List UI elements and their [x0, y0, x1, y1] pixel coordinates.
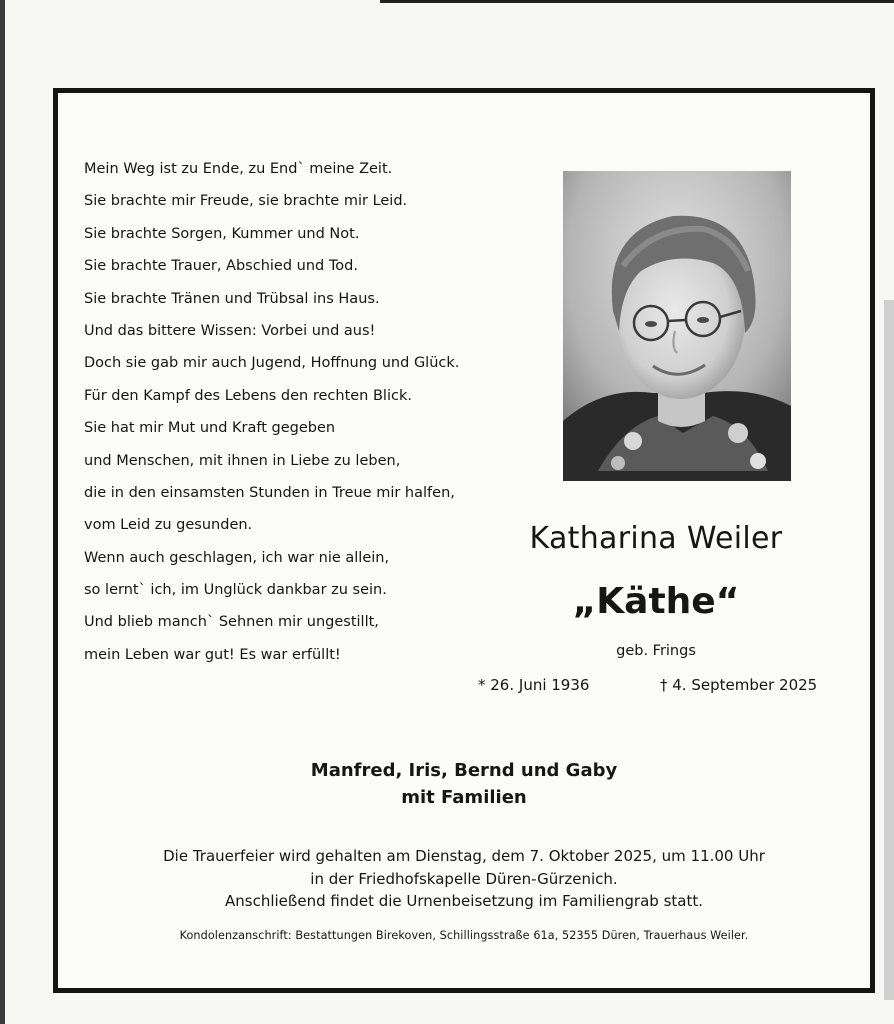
birth-name: geb. Frings: [616, 643, 696, 659]
poem-line: Und das bittere Wissen: Vorbei und aus!: [84, 322, 376, 339]
service-line: Die Trauerfeier wird gehalten am Dienstag, dem 7. Oktober 2025, um 11.00 Uhr: [163, 847, 765, 865]
poem-line: Sie brachte Trauer, Abschied und Tod.: [84, 258, 358, 275]
deceased-name: Katharina Weiler: [529, 521, 783, 556]
poem-line: vom Leid zu gesunden.: [84, 517, 253, 534]
poem-line: Doch sie gab mir auch Jugend, Hoffnung und Glück.: [84, 355, 460, 372]
poem-line: die in den einsamsten Stunden in Treue mir halfen,: [84, 484, 455, 501]
poem-line: Wenn auch geschlagen, ich war nie allein,: [84, 549, 390, 566]
portrait-illustration: [563, 171, 791, 481]
death-date: † 4. September 2025: [660, 676, 818, 694]
family-signature: [58, 757, 870, 811]
top-edge-rule: [380, 0, 894, 3]
poem-line: Sie brachte Sorgen, Kummer und Not.: [84, 225, 360, 242]
birth-date: * 26. Juni 1936: [478, 676, 590, 694]
family-suffix: mit Familien: [401, 787, 527, 808]
poem-line: so lernt` ich, im Unglück dankbar zu sein.: [84, 582, 387, 599]
condolence-address: Kondolenzanschrift: Bestattungen Birekoven, Schillingsstraße 61a, 52355 Düren, Trauerhaus Weiler.: [179, 929, 749, 942]
poem-line: Sie hat mir Mut und Kraft gegeben: [84, 420, 336, 437]
funeral-service-info: [58, 845, 870, 913]
service-line: in der Friedhofskapelle Düren-Gürzenich.: [310, 869, 618, 888]
service-line: Anschließend findet die Urnenbeisetzung im Familiengrab statt.: [225, 892, 703, 910]
deceased-nickname: „Käthe“: [572, 581, 740, 622]
family-names: Manfred, Iris, Bernd und Gaby: [310, 760, 618, 781]
right-page-edge: [884, 300, 894, 1000]
poem-line: Sie brachte Tränen und Trübsal ins Haus.: [84, 290, 380, 307]
left-page-edge: [0, 0, 5, 1024]
portrait-photo: [563, 171, 791, 481]
obituary-frame: [53, 88, 875, 993]
poem-line: Für den Kampf des Lebens den rechten Blick.: [84, 387, 412, 404]
poem-line: und Menschen, mit ihnen in Liebe zu leben,: [84, 452, 401, 469]
poem-line: Sie brachte mir Freude, sie brachte mir Leid.: [84, 193, 408, 210]
poem-line: mein Leben war gut! Es war erfüllt!: [84, 646, 341, 663]
poem-line: Mein Weg ist zu Ende, zu End` meine Zeit.: [84, 161, 393, 177]
poem-line: Und blieb manch` Sehnen mir ungestillt,: [84, 614, 379, 631]
